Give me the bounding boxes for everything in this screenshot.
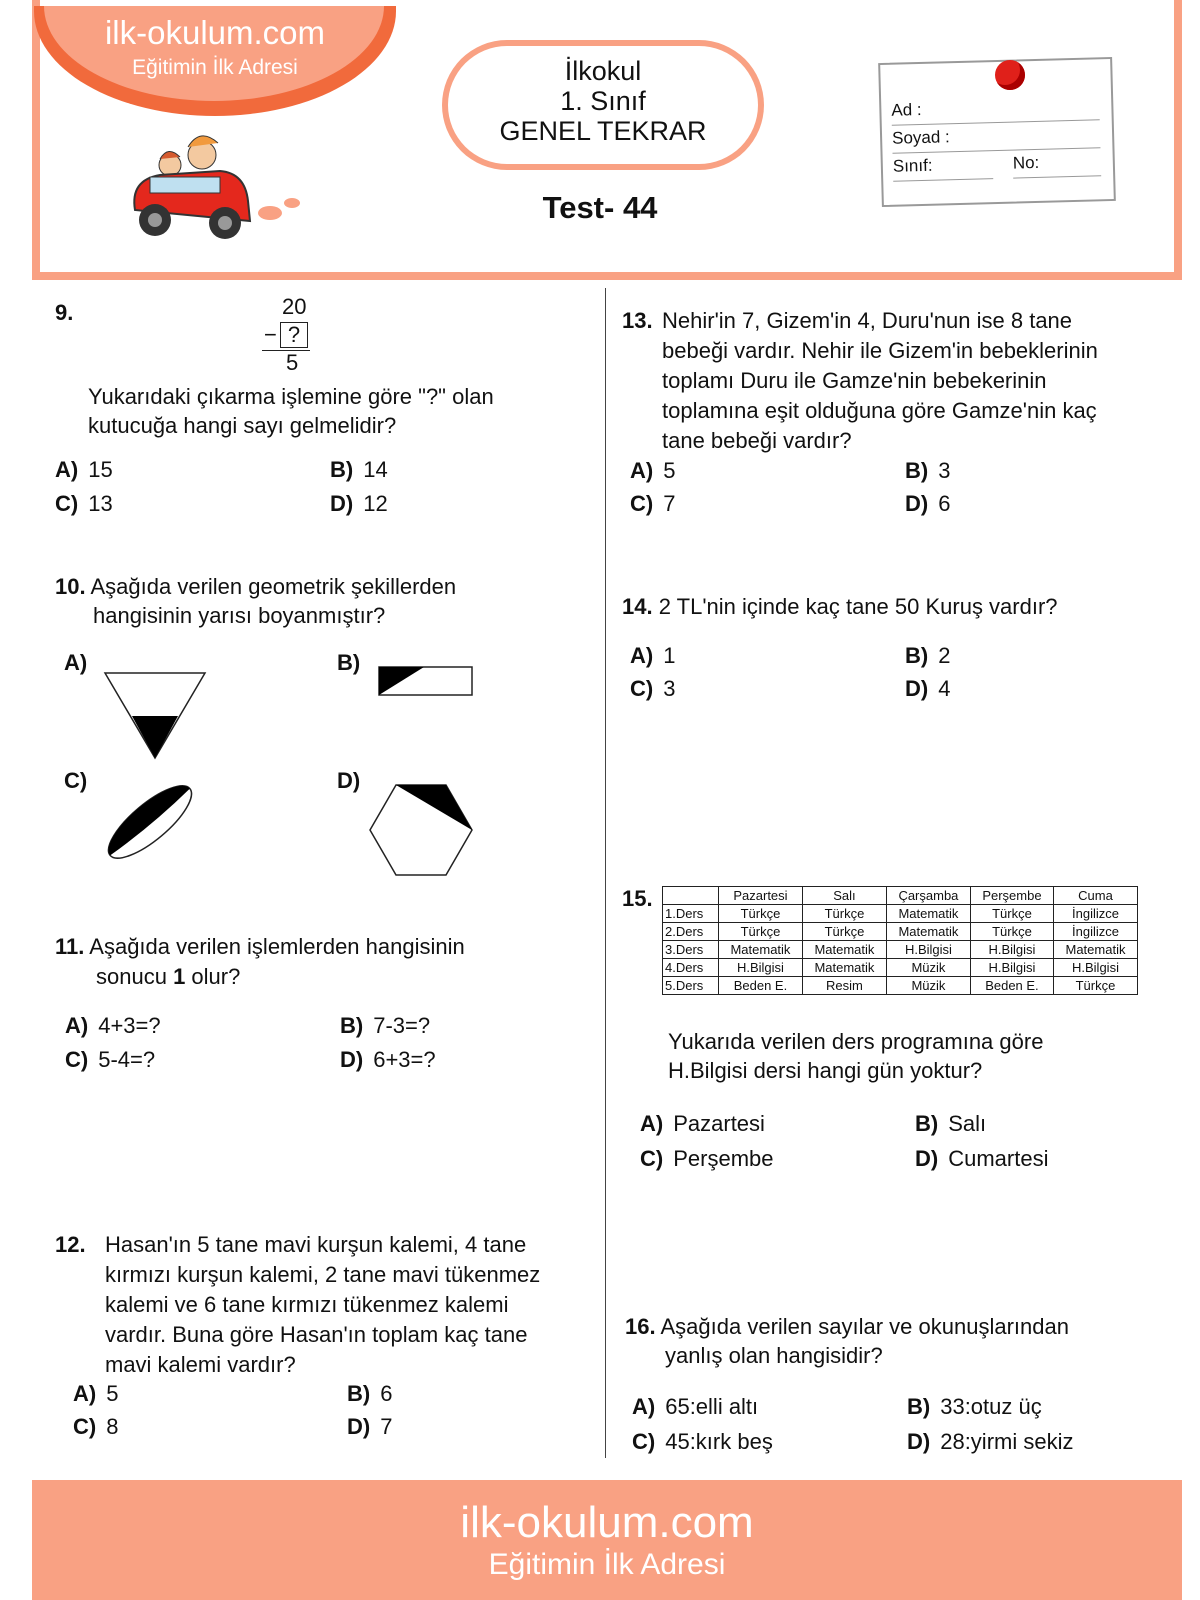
q13-option-c[interactable] <box>630 491 675 517</box>
q9-option-d-value: 12 <box>363 491 388 516</box>
q15-option-b-value: Salı <box>948 1111 987 1136</box>
q9-minus-sign: − <box>264 322 277 347</box>
q14-option-b-label: B) <box>905 643 929 668</box>
q12-option-d-label: D) <box>347 1414 371 1439</box>
q11-option-c[interactable] <box>65 1047 155 1073</box>
q9-option-a-value: 15 <box>88 457 113 482</box>
q10-option-b[interactable] <box>337 650 370 676</box>
table-cell: H.Bilgisi <box>970 959 1053 977</box>
q14-option-d[interactable] <box>905 676 950 702</box>
table-header-cell: Cuma <box>1053 887 1137 905</box>
q14-option-c[interactable] <box>630 676 675 702</box>
q11-number: 11. <box>55 934 85 959</box>
q16-option-a-value: 65:elli altı <box>665 1394 759 1419</box>
q16-text-line1 <box>625 1312 1069 1342</box>
q13-option-b[interactable] <box>905 458 950 484</box>
grade-label: 1. Sınıf <box>560 86 646 116</box>
table-cell: 5.Ders <box>663 977 719 995</box>
q9-text-line1: Yukarıdaki çıkarma işlemine göre "?" olan <box>88 384 494 409</box>
q13-line-2: bebeği vardır. Nehir ile Gizem'in bebeklerinin <box>662 338 1098 363</box>
footer-site-slogan: Eğitimin İlk Adresi <box>488 1548 726 1581</box>
table-cell: Müzik <box>886 977 970 995</box>
q11-option-c-label: C) <box>65 1047 89 1072</box>
q13-line-1: Nehir'in 7, Gizem'in 4, Duru'nun ise 8 tane <box>662 308 1073 333</box>
table-row <box>663 959 1138 977</box>
q12-line-5: mavi kalemi vardır? <box>105 1352 296 1377</box>
q11-option-d-label: D) <box>340 1047 364 1072</box>
q13-line-3: toplamı Duru ile Gamze'nin bebekerinin <box>662 368 1047 393</box>
q14-text: 2 TL'nin içinde kaç tane 50 Kuruş vardır? <box>658 594 1058 619</box>
table-cell: Türkçe <box>802 905 886 923</box>
q15-text-line2: H.Bilgisi dersi hangi gün yoktur? <box>668 1058 983 1083</box>
q12-option-c[interactable] <box>73 1414 118 1440</box>
table-cell: H.Bilgisi <box>718 959 802 977</box>
q16-option-b-value: 33:otuz üç <box>940 1394 1042 1419</box>
site-slogan: Eğitimin İlk Adresi <box>132 56 298 79</box>
footer-site-name[interactable]: ilk-okulum.com <box>460 1498 754 1547</box>
q14-option-d-value: 4 <box>938 676 951 701</box>
q13-number: 13. <box>622 308 653 333</box>
q12-option-a-value: 5 <box>106 1381 119 1406</box>
q15-option-b-label: B) <box>915 1111 939 1136</box>
q9-option-b-label: B) <box>330 457 354 482</box>
q11-option-a-label: A) <box>65 1013 89 1038</box>
q12-number: 12. <box>55 1232 86 1257</box>
q15-option-a-label: A) <box>640 1111 664 1136</box>
q9-option-c-value: 13 <box>88 491 113 516</box>
table-cell: İngilizce <box>1053 923 1137 941</box>
table-header-cell: Perşembe <box>970 887 1053 905</box>
table-cell: H.Bilgisi <box>970 941 1053 959</box>
q12-line-3: kalemi ve 6 tane kırmızı tükenmez kalemi <box>105 1292 509 1317</box>
surname-field-label[interactable]: Soyad : <box>892 123 1101 153</box>
table-cell: 1.Ders <box>663 905 719 923</box>
q14-number: 14. <box>622 594 653 619</box>
q16-option-d-label: D) <box>907 1429 931 1454</box>
q16-option-d-value: 28:yirmi sekiz <box>940 1429 1074 1454</box>
q14-option-a-value: 1 <box>663 643 676 668</box>
q16-text1: Aşağıda verilen sayılar ve okunuşlarından <box>660 1314 1069 1339</box>
site-name[interactable]: ilk-okulum.com <box>104 14 326 51</box>
table-cell: Türkçe <box>970 923 1053 941</box>
q11-text-line2 <box>96 962 240 992</box>
table-cell: Matematik <box>802 941 886 959</box>
q16-text-line2: yanlış olan hangisidir? <box>665 1343 883 1368</box>
schedule-table <box>662 886 1138 995</box>
table-cell: Matematik <box>886 923 970 941</box>
q15-option-b[interactable] <box>915 1111 986 1137</box>
table-cell: 2.Ders <box>663 923 719 941</box>
q9-option-c[interactable] <box>55 491 113 517</box>
table-cell: Matematik <box>1053 941 1137 959</box>
q16-option-b[interactable] <box>907 1394 1042 1420</box>
q10-ellipse-shape[interactable] <box>100 782 200 862</box>
q12-line-4: vardır. Buna göre Hasan'ın toplam kaç tane <box>105 1322 528 1347</box>
q12-option-b[interactable] <box>347 1381 392 1407</box>
q13-option-c-label: C) <box>630 491 654 516</box>
table-cell: Matematik <box>886 905 970 923</box>
q12-option-c-value: 8 <box>106 1414 119 1439</box>
q9-number: 9. <box>55 300 74 325</box>
name-field-label[interactable]: Ad : <box>891 95 1100 125</box>
table-cell: 3.Ders <box>663 941 719 959</box>
table-cell: Müzik <box>886 959 970 977</box>
school-label: İlkokul <box>564 56 642 86</box>
q12-option-b-label: B) <box>347 1381 371 1406</box>
q11-option-d-value: 6+3=? <box>373 1047 436 1072</box>
table-cell: 4.Ders <box>663 959 719 977</box>
table-header-cell <box>663 887 719 905</box>
table-cell: Türkçe <box>718 923 802 941</box>
car-mascot-icon <box>120 125 300 250</box>
table-header-cell: Salı <box>802 887 886 905</box>
pushpin-icon <box>995 60 1025 90</box>
q14-text-line <box>622 592 1058 622</box>
table-cell: Beden E. <box>970 977 1053 995</box>
table-cell: İngilizce <box>1053 905 1137 923</box>
q13-option-d[interactable] <box>905 491 950 517</box>
q16-option-b-label: B) <box>907 1394 931 1419</box>
q10-option-a-label: A) <box>64 650 88 675</box>
q14-option-c-label: C) <box>630 676 654 701</box>
q9-result: 5 <box>286 350 299 375</box>
q15-option-c-label: C) <box>640 1146 664 1171</box>
q10-option-c[interactable] <box>64 768 97 794</box>
q13-option-b-label: B) <box>905 458 929 483</box>
q13-option-b-value: 3 <box>938 458 951 483</box>
q9-option-b[interactable] <box>330 457 388 483</box>
q13-line-4: toplamına eşit olduğuna göre Gamze'nin kaç <box>662 398 1097 423</box>
q16-option-a-label: A) <box>632 1394 656 1419</box>
q10-text-line2: hangisinin yarısı boyanmıştır? <box>93 603 386 628</box>
q15-text-line1: Yukarıda verilen ders programına göre <box>668 1029 1044 1054</box>
q11-option-a[interactable] <box>65 1013 161 1039</box>
q16-option-c-label: C) <box>632 1429 656 1454</box>
table-cell: Beden E. <box>718 977 802 995</box>
q13-option-a-label: A) <box>630 458 654 483</box>
table-header-row <box>663 887 1138 905</box>
q10-option-b-label: B) <box>337 650 361 675</box>
q11-option-a-value: 4+3=? <box>98 1013 161 1038</box>
table-cell: Türkçe <box>970 905 1053 923</box>
q11-text2c: olur? <box>185 964 241 989</box>
q13-line-5: tane bebeği vardır? <box>662 428 852 453</box>
q10-text1: Aşağıda verilen geometrik şekillerden <box>90 574 457 599</box>
q10-option-a[interactable] <box>64 650 97 676</box>
table-row <box>663 923 1138 941</box>
q10-text-line1 <box>55 572 456 602</box>
q14-option-a-label: A) <box>630 643 654 668</box>
q13-text <box>662 306 1098 456</box>
q13-option-d-label: D) <box>905 491 929 516</box>
q15-option-d[interactable] <box>915 1146 1048 1172</box>
test-title: Test- 44 <box>542 190 658 225</box>
q16-option-c[interactable] <box>632 1429 773 1455</box>
q9-option-b-value: 14 <box>363 457 388 482</box>
q12-option-a-label: A) <box>73 1381 97 1406</box>
q9-option-d[interactable] <box>330 491 388 517</box>
q10-number: 10. <box>55 574 86 599</box>
q10-rectangle-shape[interactable] <box>378 665 474 699</box>
title-block <box>448 56 758 146</box>
q11-option-b[interactable] <box>340 1013 430 1039</box>
q15-option-a-value: Pazartesi <box>673 1111 765 1136</box>
q9-minuend: 20 <box>282 294 307 319</box>
q10-hexagon-shape[interactable] <box>366 782 476 880</box>
q15-option-c-value: Perşembe <box>673 1146 774 1171</box>
q13-option-d-value: 6 <box>938 491 951 516</box>
q13-option-a[interactable] <box>630 458 675 484</box>
q15-option-a[interactable] <box>640 1111 765 1137</box>
q12-line-2: kırmızı kurşun kalemi, 2 tane mavi tükenmez <box>105 1262 541 1287</box>
table-row <box>663 941 1138 959</box>
column-divider <box>605 288 606 1458</box>
q11-text-line1 <box>55 932 465 962</box>
table-header-cell: Çarşamba <box>886 887 970 905</box>
table-cell: H.Bilgisi <box>886 941 970 959</box>
q13-option-a-value: 5 <box>663 458 676 483</box>
table-cell: Matematik <box>802 959 886 977</box>
q16-option-a[interactable] <box>632 1394 758 1420</box>
q10-option-d-label: D) <box>337 768 361 793</box>
q15-option-c[interactable] <box>640 1146 774 1172</box>
q11-text2b: 1 <box>173 964 186 989</box>
q10-triangle-shape[interactable] <box>100 670 210 762</box>
table-cell: Türkçe <box>718 905 802 923</box>
q9-answer-box[interactable]: ? <box>280 322 308 348</box>
q12-option-b-value: 6 <box>380 1381 393 1406</box>
q12-option-d[interactable] <box>347 1414 392 1440</box>
q9-option-c-label: C) <box>55 491 79 516</box>
q11-text2a: sonucu <box>96 964 174 989</box>
q16-number: 16. <box>625 1314 656 1339</box>
subject-label: GENEL TEKRAR <box>499 116 707 146</box>
q9-option-a-label: A) <box>55 457 79 482</box>
table-header-cell: Pazartesi <box>718 887 802 905</box>
q12-text <box>105 1230 540 1380</box>
table-cell: Matematik <box>718 941 802 959</box>
q16-option-c-value: 45:kırk beş <box>665 1429 773 1454</box>
q14-option-d-label: D) <box>905 676 929 701</box>
q9-text-line2: kutucuğa hangi sayı gelmelidir? <box>88 413 397 438</box>
q10-option-c-label: C) <box>64 768 88 793</box>
q11-option-d[interactable] <box>340 1047 436 1073</box>
q11-option-b-label: B) <box>340 1013 364 1038</box>
q11-option-c-value: 5-4=? <box>98 1047 156 1072</box>
table-cell: Resim <box>802 977 886 995</box>
q15-option-d-value: Cumartesi <box>948 1146 1049 1171</box>
q15-option-d-label: D) <box>915 1146 939 1171</box>
table-row <box>663 977 1138 995</box>
q14-option-c-value: 3 <box>663 676 676 701</box>
q14-option-b[interactable] <box>905 643 950 669</box>
table-cell: Türkçe <box>802 923 886 941</box>
table-cell: H.Bilgisi <box>1053 959 1137 977</box>
q14-option-a[interactable] <box>630 643 675 669</box>
q9-option-d-label: D) <box>330 491 354 516</box>
q13-option-c-value: 7 <box>663 491 676 516</box>
q12-option-a[interactable] <box>73 1381 118 1407</box>
number-field-label[interactable]: No: <box>1013 151 1102 178</box>
q14-option-b-value: 2 <box>938 643 951 668</box>
q12-option-d-value: 7 <box>380 1414 393 1439</box>
table-row <box>663 905 1138 923</box>
q9-option-a[interactable] <box>55 457 113 483</box>
q16-option-d[interactable] <box>907 1429 1073 1455</box>
class-field-label[interactable]: Sınıf: <box>893 154 994 182</box>
q15-number: 15. <box>622 886 653 911</box>
q11-option-b-value: 7-3=? <box>373 1013 431 1038</box>
q12-line-1: Hasan'ın 5 tane mavi kurşun kalemi, 4 tane <box>105 1232 527 1257</box>
q12-option-c-label: C) <box>73 1414 97 1439</box>
q11-text1: Aşağıda verilen işlemlerden hangisinin <box>89 934 465 959</box>
table-cell: Türkçe <box>1053 977 1137 995</box>
